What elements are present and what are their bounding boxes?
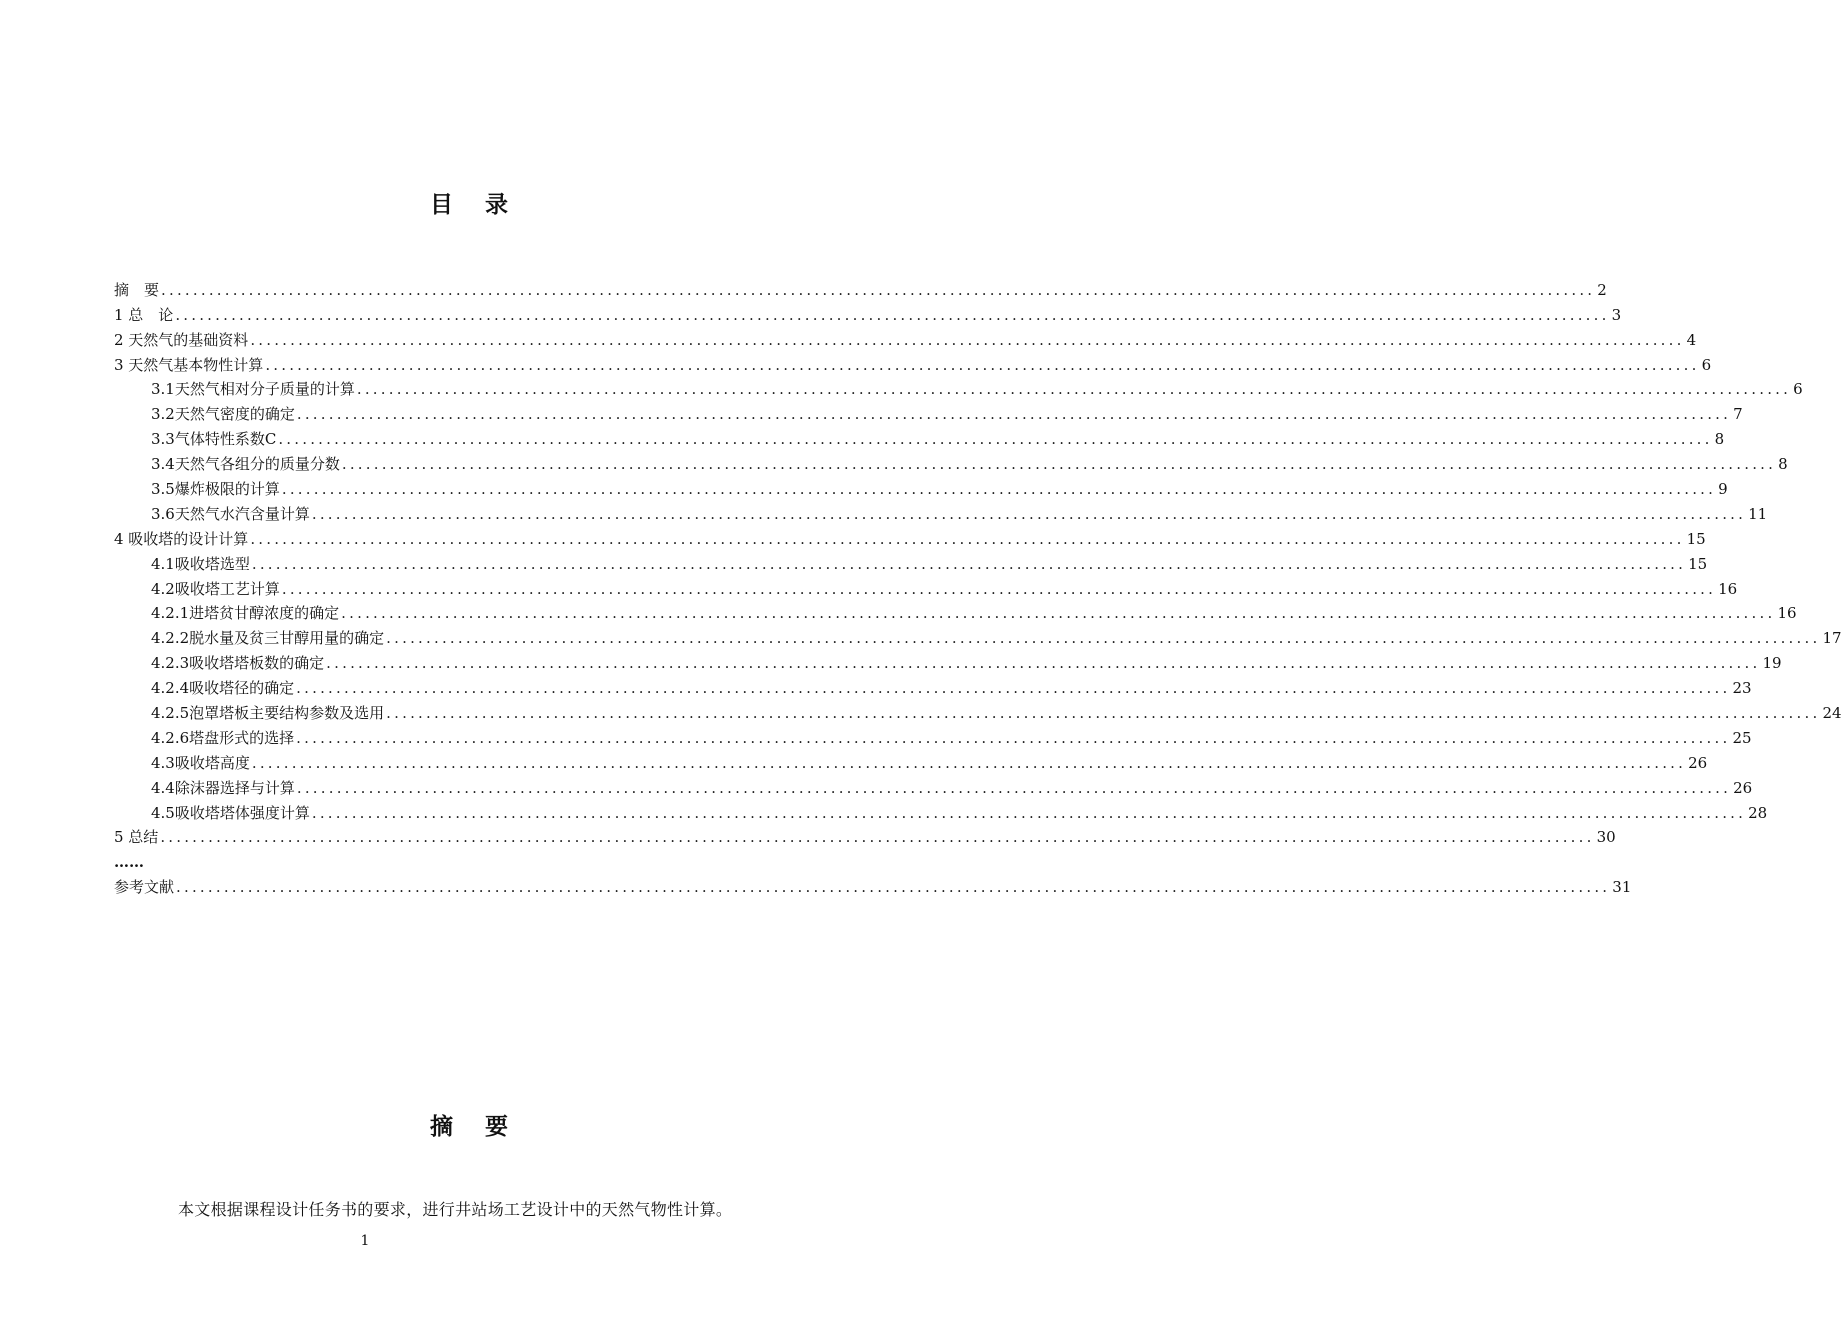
toc-entry[interactable] (114, 474, 1728, 499)
toc-leader-dots: .................................................................................................................................................................................... (250, 529, 1685, 548)
toc-entry[interactable] (114, 399, 1743, 424)
toc-entry-label: 3.5爆炸极限的计算 (151, 480, 280, 499)
toc-entry-page: 31 (1612, 878, 1632, 897)
toc-leader-dots: .................................................................................................................................................................................... (251, 753, 1687, 772)
toc-entry-label: 4 吸收塔的设计计算 (114, 529, 249, 548)
toc-leader-dots: .................................................................................................................................................................................... (296, 778, 1732, 797)
toc-leader-dots: .................................................................................................................................................................................... (161, 280, 1596, 299)
toc-entry-page: 15 (1688, 554, 1708, 573)
toc-title: 目 录 (429, 192, 520, 218)
toc-entry[interactable] (114, 673, 1752, 698)
toc-entry-page: 8 (1714, 430, 1725, 449)
toc-entry-page: 8 (1778, 455, 1788, 474)
toc-entry-label: 3.4天然气各组分的质量分数 (151, 455, 340, 474)
toc-entry[interactable] (114, 499, 1768, 524)
toc-entry-label: 5 总结 (114, 828, 159, 847)
toc-entry-page: 7 (1733, 405, 1743, 424)
toc-entry-page: 4 (1686, 330, 1697, 349)
toc-entry-page: 28 (1748, 803, 1768, 822)
toc-entry-page: 25 (1732, 728, 1752, 747)
toc-entry[interactable] (114, 574, 1738, 599)
toc-entry-label: 2 天然气的基础资料 (114, 330, 249, 349)
toc-entry[interactable] (114, 823, 1616, 848)
toc-leader-dots: .................................................................................................................................................................................... (311, 504, 1747, 523)
toc-leader-dots: .................................................................................................................................................................................... (386, 704, 1821, 723)
toc-entry-page: 2 (1597, 280, 1607, 299)
toc-entry[interactable] (114, 275, 1607, 300)
toc-entry-list (114, 275, 1842, 847)
toc-entry-label: 4.2.6塔盘形式的选择 (151, 728, 295, 747)
toc-entry-page: 16 (1777, 604, 1797, 623)
toc-entry-page: 6 (1793, 380, 1803, 399)
toc-entry-label: 3.3气体特性系数C (151, 430, 277, 449)
toc-entry-label: 4.2.1进塔贫甘醇浓度的确定 (151, 604, 340, 623)
toc-leader-dots: .................................................................................................................................................................................... (175, 305, 1610, 324)
toc-leader-dots: .................................................................................................................................................................................... (250, 330, 1685, 349)
toc-entry-label: 4.1吸收塔选型 (151, 554, 250, 573)
toc-leader-dots: .................................................................................................................................................................................... (311, 803, 1747, 822)
toc-leader-dots: .................................................................................................................................................................................... (265, 355, 1700, 374)
toc-entry-page: 16 (1718, 579, 1738, 598)
toc-entry[interactable] (114, 798, 1768, 823)
toc-leader-dots: .................................................................................................................................................................................... (341, 604, 1776, 623)
toc-entry[interactable] (114, 599, 1797, 624)
toc-entry-page: 17 (1822, 629, 1842, 648)
toc-entry[interactable] (114, 623, 1842, 648)
toc-leader-dots: .................................................................................................................................................................................... (326, 654, 1761, 673)
toc-entry[interactable] (114, 748, 1708, 773)
toc-entry[interactable] (114, 698, 1842, 723)
toc-entry-page: 3 (1611, 305, 1622, 324)
toc-entry-label: 1 总 论 (114, 305, 174, 324)
toc-entry-label: 4.5吸收塔塔体强度计算 (151, 803, 310, 822)
toc-entry-page: 19 (1762, 654, 1782, 673)
toc-entry-references[interactable] (114, 872, 1632, 897)
toc-entry[interactable] (114, 723, 1752, 748)
toc-leader-dots: .................................................................................................................................................................................... (251, 554, 1687, 573)
toc-entry[interactable] (114, 449, 1788, 474)
toc-ellipsis: …… (114, 853, 144, 872)
toc-leader-dots: .................................................................................................................................................................................... (278, 430, 1713, 449)
toc-leader-dots: .................................................................................................................................................................................... (296, 728, 1731, 747)
abstract-title: 摘 要 (429, 1114, 520, 1140)
toc-entry-label: 4.2.4吸收塔径的确定 (151, 679, 295, 698)
toc-leader-dots: .................................................................................................................................................................................... (176, 878, 1611, 897)
toc-entry-page: 30 (1596, 828, 1616, 847)
toc-entry-label: 摘 要 (114, 280, 160, 299)
toc-entry-page: 6 (1701, 355, 1712, 374)
toc-entry-label: 4.2.5泡罩塔板主要结构参数及选用 (151, 704, 385, 723)
toc-entry-label: 4.2吸收塔工艺计算 (151, 579, 280, 598)
toc-entry-label: 4.3吸收塔高度 (151, 753, 250, 772)
table-of-contents (114, 275, 1842, 897)
toc-entry[interactable] (114, 524, 1706, 549)
toc-entry-label: 3.2天然气密度的确定 (151, 405, 295, 424)
toc-entry-label: 4.2.3吸收塔塔板数的确定 (151, 654, 325, 673)
toc-entry[interactable] (114, 300, 1622, 325)
page-number: 1 (360, 1233, 370, 1249)
toc-entry-label: 4.4除沫器选择与计算 (151, 778, 295, 797)
toc-leader-dots: .................................................................................................................................................................................... (281, 579, 1717, 598)
toc-entry[interactable] (114, 375, 1803, 400)
toc-leader-dots: .................................................................................................................................................................................... (341, 455, 1777, 474)
toc-entry-page: 11 (1748, 504, 1768, 523)
toc-leader-dots: .................................................................................................................................................................................... (386, 629, 1821, 648)
toc-entry[interactable] (114, 773, 1753, 798)
toc-entry-label: 3.1天然气相对分子质量的计算 (151, 380, 355, 399)
abstract-paragraph: 本文根据课程设计任务书的要求，进行井站场工艺设计中的天然气物性计算。 (178, 1200, 733, 1219)
toc-entry-page: 9 (1718, 480, 1728, 499)
toc-entry-page: 15 (1686, 529, 1706, 548)
toc-entry-label: 参考文献 (114, 878, 175, 897)
toc-entry[interactable] (114, 325, 1697, 350)
toc-leader-dots: .................................................................................................................................................................................... (160, 828, 1595, 847)
toc-entry[interactable] (114, 549, 1708, 574)
toc-entry[interactable] (114, 424, 1725, 449)
toc-entry-label: 3 天然气基本物性计算 (114, 355, 264, 374)
toc-entry-label: 4.2.2脱水量及贫三甘醇用量的确定 (151, 629, 385, 648)
toc-entry-page: 23 (1732, 679, 1752, 698)
toc-leader-dots: .................................................................................................................................................................................... (296, 679, 1731, 698)
toc-leader-dots: .................................................................................................................................................................................... (356, 380, 1792, 399)
toc-entry[interactable] (114, 350, 1712, 375)
toc-entry-label: 3.6天然气水汽含量计算 (151, 504, 310, 523)
toc-entry-page: 24 (1822, 704, 1842, 723)
toc-entry[interactable] (114, 648, 1782, 673)
toc-leader-dots: .................................................................................................................................................................................... (296, 405, 1732, 424)
toc-leader-dots: .................................................................................................................................................................................... (281, 480, 1717, 499)
toc-entry-page: 26 (1733, 778, 1753, 797)
toc-entry-page: 26 (1688, 753, 1708, 772)
